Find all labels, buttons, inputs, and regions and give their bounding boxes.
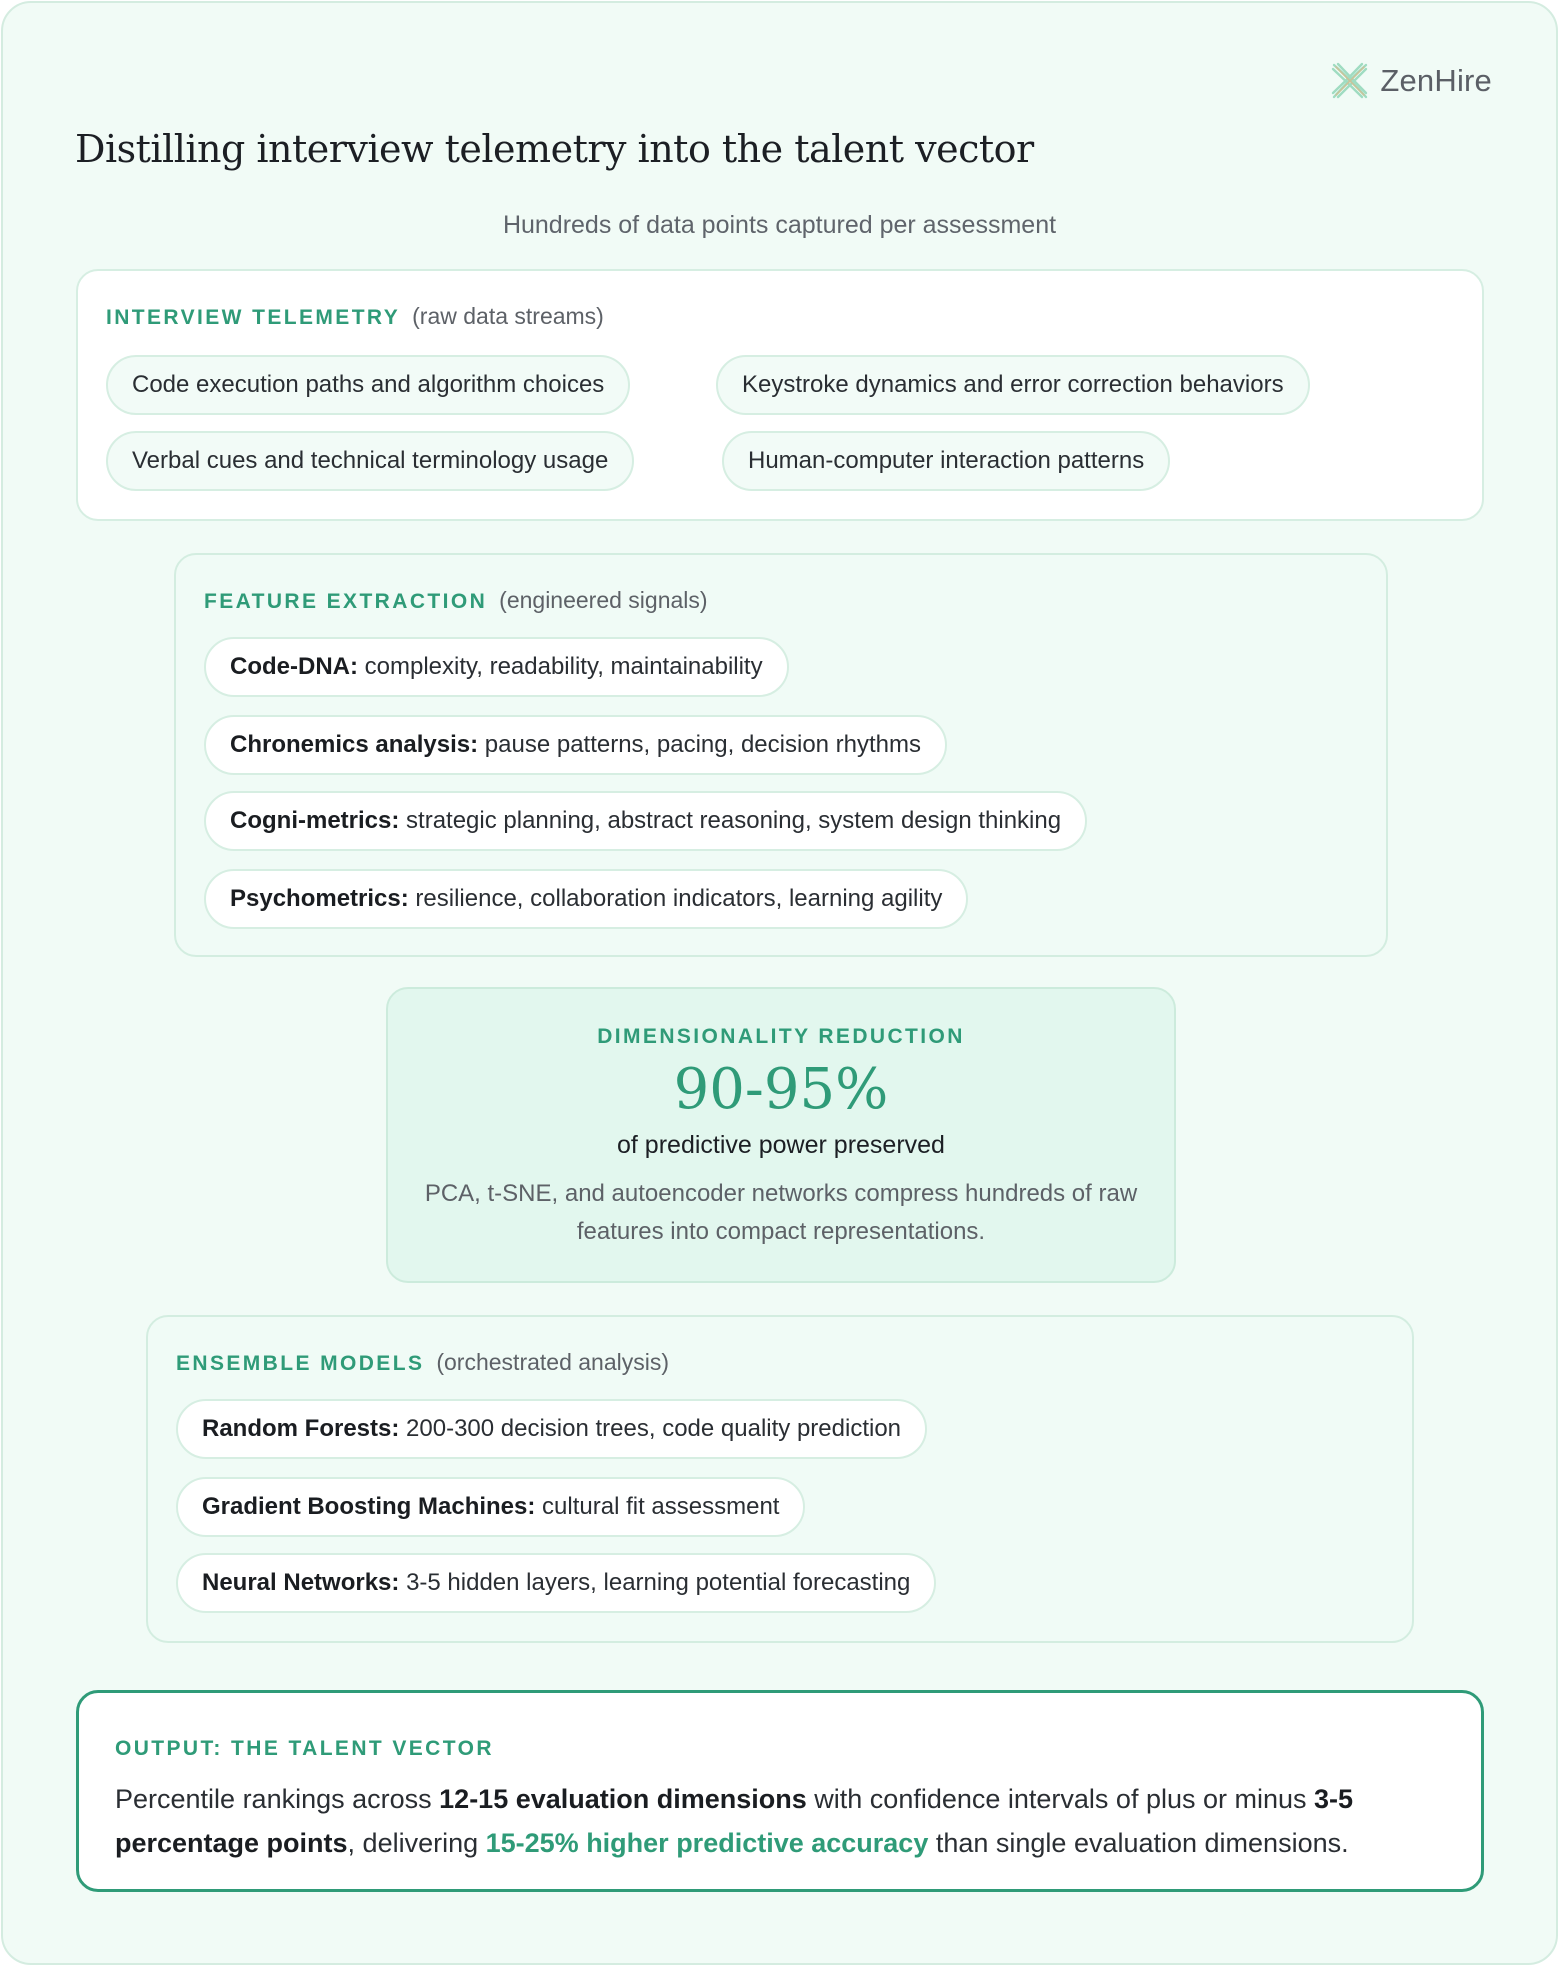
- telemetry-item: Human-computer interaction patterns: [722, 431, 1170, 491]
- model-item: [176, 1553, 936, 1613]
- telemetry-card: [76, 269, 1484, 521]
- model-name: Neural Networks:: [202, 1569, 400, 1596]
- output-text: [115, 1777, 1445, 1865]
- dimensionality-reduction-card: [386, 987, 1176, 1283]
- page-subtitle: Hundreds of data points captured per assessment: [502, 211, 1057, 239]
- feature-extraction-card: [174, 553, 1388, 957]
- ensemble-note: (orchestrated analysis): [436, 1349, 670, 1375]
- output-label: OUTPUT: THE TALENT VECTOR: [115, 1737, 494, 1760]
- page-title: Distilling interview telemetry into the talent vector: [75, 127, 1034, 171]
- feature-desc: strategic planning, abstract reasoning, system design thinking: [406, 807, 1062, 834]
- feature-desc: pause patterns, pacing, decision rhythms: [484, 731, 922, 758]
- feature-item: [204, 869, 968, 929]
- output-accuracy-highlight: 15-25% higher predictive accuracy: [485, 1828, 929, 1858]
- features-note: (engineered signals): [499, 587, 708, 613]
- telemetry-item: Verbal cues and technical terminology usage: [106, 431, 634, 491]
- talent-vector-output-card: [76, 1690, 1484, 1892]
- feature-name: Cogni-metrics:: [230, 807, 400, 834]
- feature-item: [204, 791, 1087, 851]
- features-heading: [204, 587, 708, 614]
- model-desc: 200-300 decision trees, code quality prediction: [406, 1415, 902, 1442]
- feature-item: [204, 715, 947, 775]
- reduction-caption: of predictive power preserved: [617, 1131, 945, 1159]
- telemetry-item: Code execution paths and algorithm choices: [106, 355, 630, 415]
- feature-name: Code-DNA:: [230, 653, 358, 680]
- reduction-label: DIMENSIONALITY REDUCTION: [597, 1025, 965, 1048]
- model-name: Gradient Boosting Machines:: [202, 1493, 536, 1520]
- infographic-page: [1, 1, 1558, 1965]
- output-dimensions: 12-15 evaluation dimensions: [439, 1784, 807, 1814]
- feature-desc: resilience, collaboration indicators, learning agility: [415, 885, 943, 912]
- output-text-part: Percentile rankings across: [115, 1784, 440, 1814]
- ensemble-label: ENSEMBLE MODELS: [176, 1352, 425, 1375]
- brand-name: ZenHire: [1380, 63, 1492, 98]
- output-confidence: 3-5 percentage points: [115, 1784, 1354, 1858]
- feature-name: Psychometrics:: [230, 885, 409, 912]
- reduction-description: PCA, t-SNE, and autoencoder networks compress hundreds of raw features into compact representations.: [424, 1180, 1138, 1245]
- output-text-part: with confidence intervals of plus or minus: [806, 1784, 1315, 1814]
- brand-logo: [1328, 59, 1492, 103]
- telemetry-label: INTERVIEW TELEMETRY: [106, 306, 401, 329]
- telemetry-heading: [106, 303, 604, 330]
- feature-name: Chronemics analysis:: [230, 731, 479, 758]
- output-text-part: than single evaluation dimensions.: [928, 1828, 1349, 1858]
- reduction-value: 90-95%: [673, 1057, 889, 1122]
- model-item: [176, 1399, 927, 1459]
- model-desc: 3-5 hidden layers, learning potential forecasting: [406, 1569, 911, 1596]
- feature-item: [204, 637, 789, 697]
- features-label: FEATURE EXTRACTION: [204, 590, 488, 613]
- telemetry-item: Keystroke dynamics and error correction behaviors: [716, 355, 1310, 415]
- zenhire-logo-icon: [1328, 59, 1372, 103]
- ensemble-models-card: [146, 1315, 1414, 1643]
- telemetry-note: (raw data streams): [412, 303, 604, 329]
- model-item: [176, 1477, 805, 1537]
- model-name: Random Forests:: [202, 1415, 400, 1442]
- output-text-part: , delivering: [347, 1828, 486, 1858]
- ensemble-heading: [176, 1349, 669, 1376]
- model-desc: cultural fit assessment: [542, 1493, 780, 1520]
- feature-desc: complexity, readability, maintainability: [364, 653, 763, 680]
